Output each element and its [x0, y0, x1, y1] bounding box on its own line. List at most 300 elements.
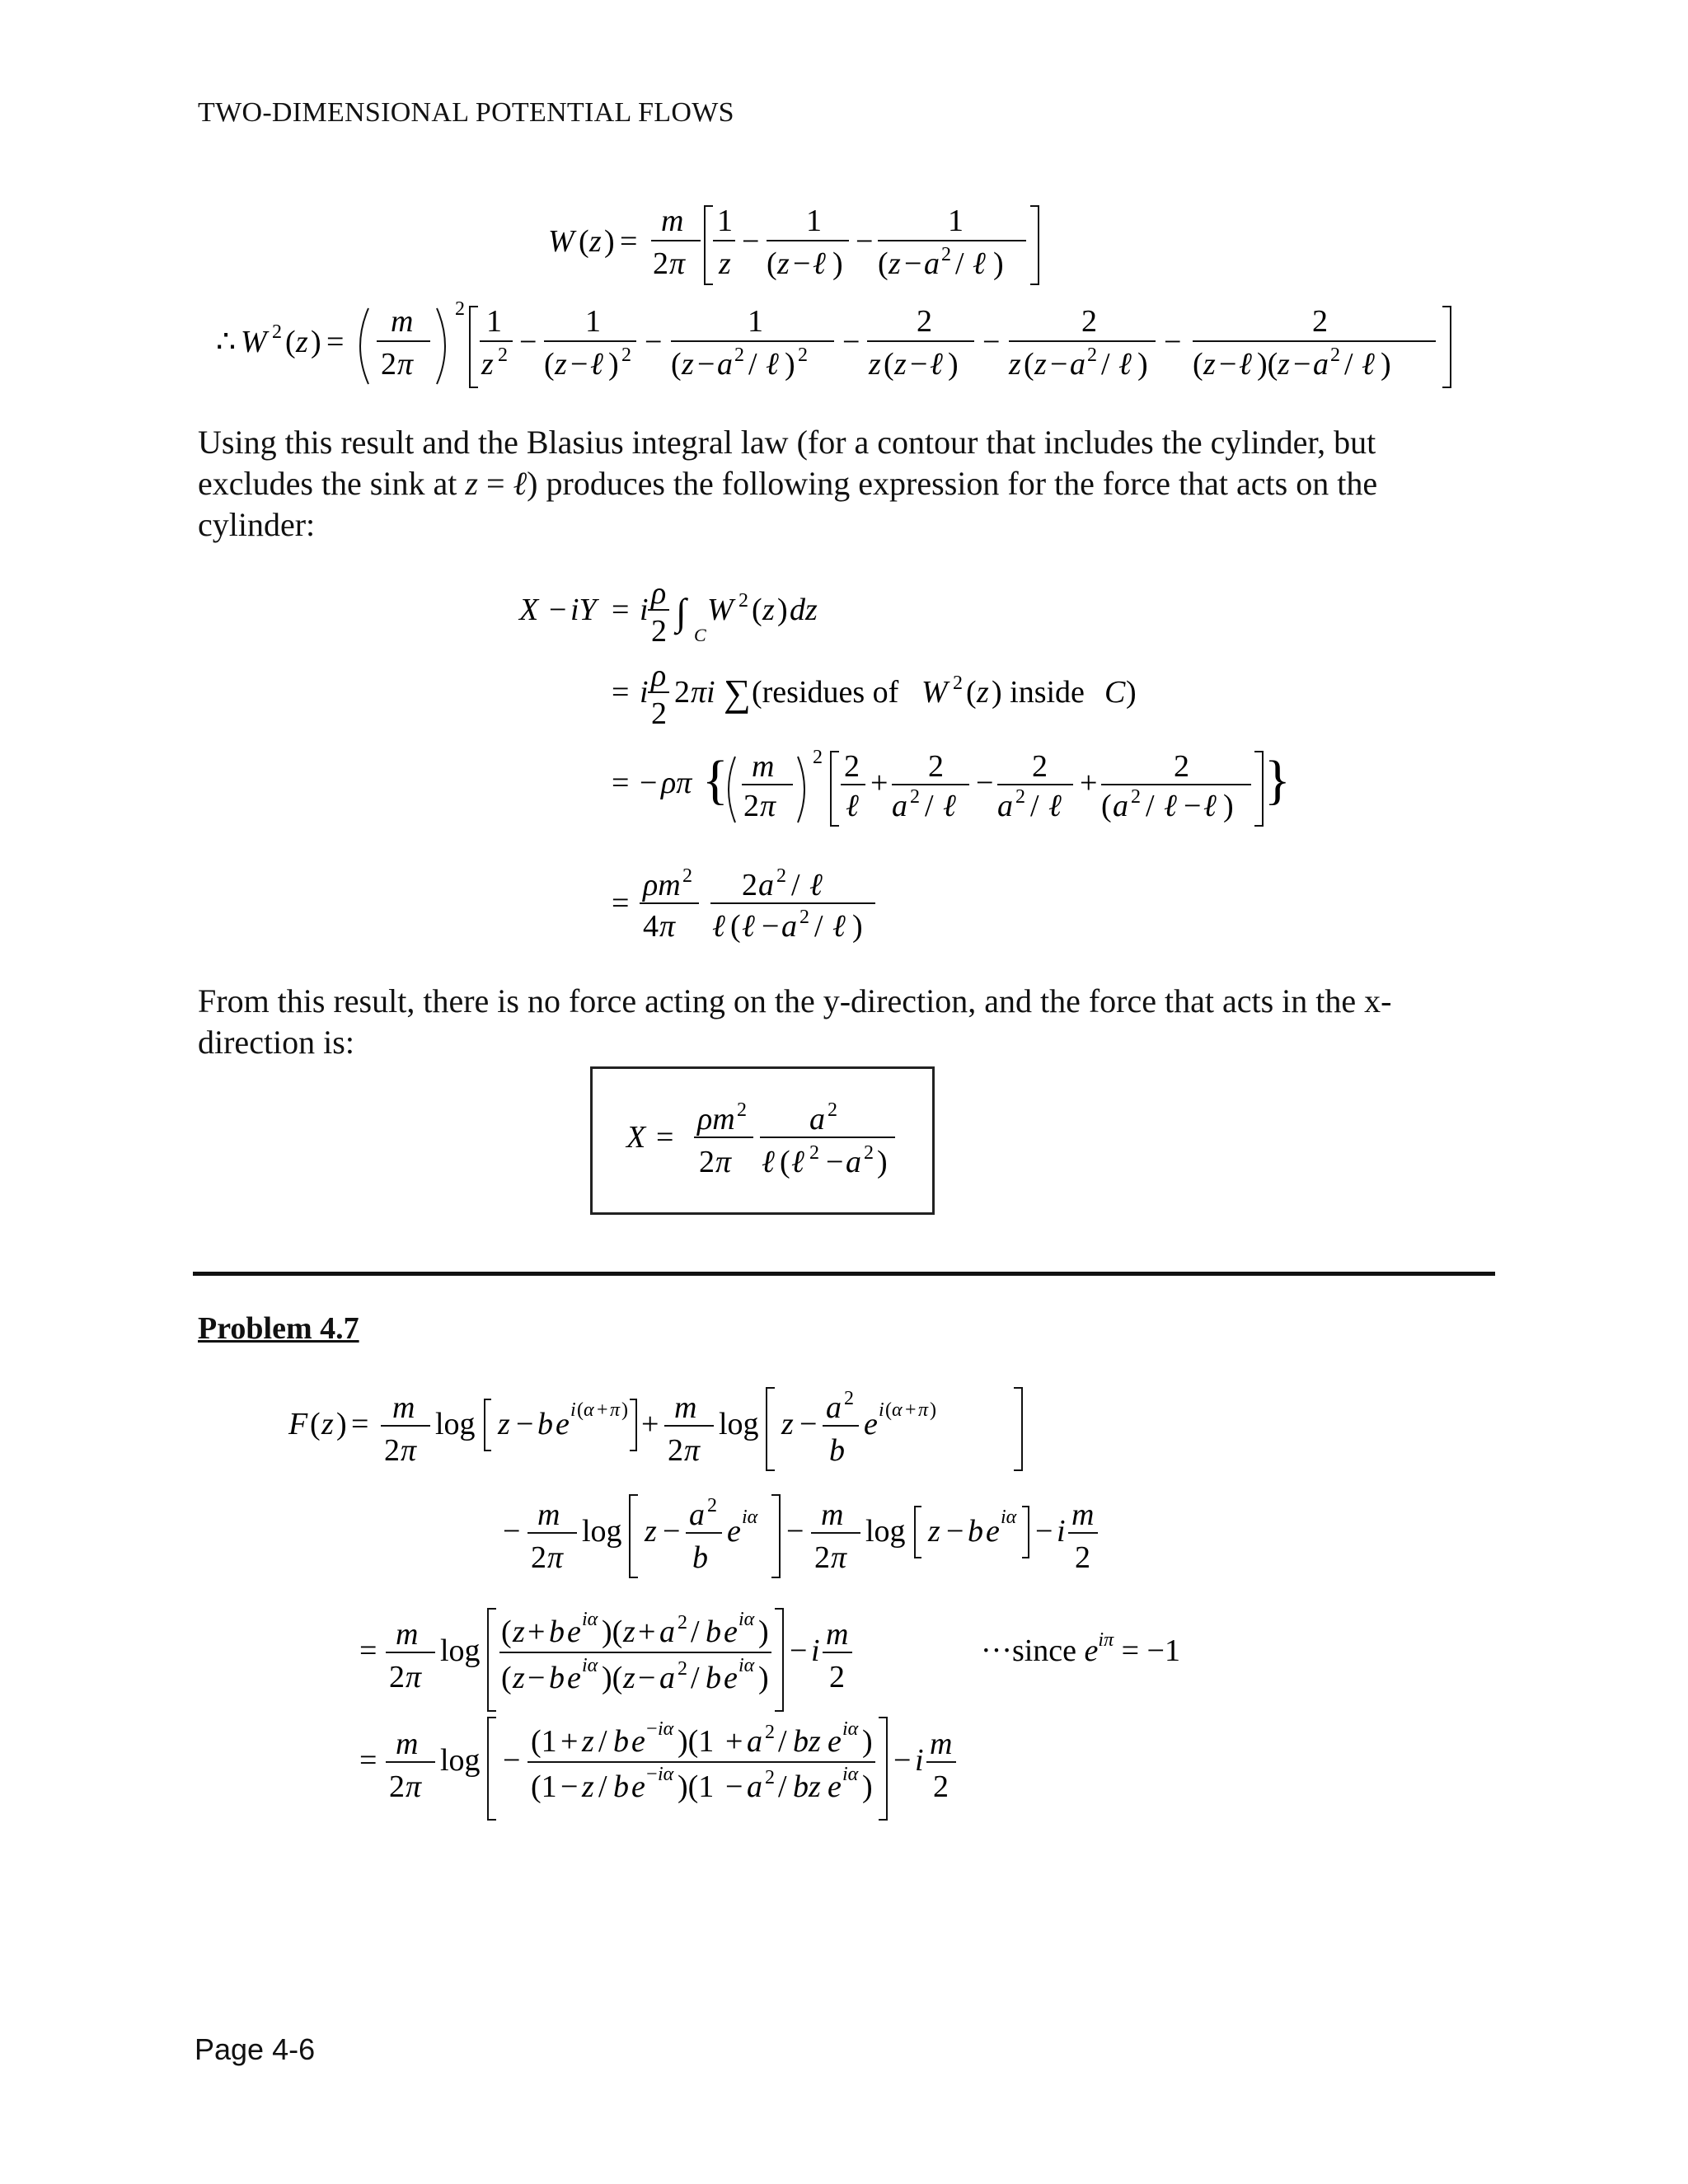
svg-text:b: b — [706, 1661, 721, 1695]
svg-text:−: − — [1164, 325, 1182, 359]
svg-text:): ) — [1126, 675, 1137, 710]
svg-text:b: b — [549, 1615, 565, 1649]
svg-text:ℓ: ℓ — [712, 909, 725, 944]
svg-text:−: − — [725, 1769, 743, 1804]
svg-text:m: m — [826, 1617, 849, 1652]
svg-text:z: z — [719, 246, 731, 281]
svg-text:π: π — [659, 909, 676, 944]
svg-text:2: 2 — [928, 749, 944, 784]
svg-text:2: 2 — [651, 614, 667, 649]
svg-text:z: z — [889, 246, 901, 281]
svg-text:): ) — [1137, 347, 1148, 382]
svg-text:W: W — [921, 675, 948, 710]
svg-text:m: m — [930, 1727, 953, 1761]
svg-text:)(: )( — [602, 1661, 623, 1695]
svg-text:(: ( — [1193, 347, 1203, 382]
equation-x-force — [626, 1088, 923, 1203]
svg-text:a: a — [747, 1724, 762, 1759]
svg-text:2: 2 — [674, 675, 690, 710]
svg-text:2: 2 — [941, 244, 951, 265]
svg-text:π: π — [669, 246, 686, 281]
svg-text:2: 2 — [682, 865, 692, 887]
svg-text:b: b — [968, 1514, 983, 1549]
svg-text:b: b — [613, 1724, 629, 1759]
svg-text:C: C — [1104, 675, 1126, 710]
svg-text:ℓ: ℓ — [1164, 789, 1177, 823]
svg-text:−: − — [976, 766, 994, 800]
svg-text:z: z — [762, 593, 775, 627]
svg-text:z: z — [623, 1661, 635, 1695]
svg-text:2: 2 — [933, 1769, 949, 1804]
svg-text:−: − — [1035, 1514, 1053, 1549]
svg-text:e: e — [567, 1615, 581, 1649]
svg-text:dz: dz — [790, 593, 818, 627]
svg-text:)(: )( — [602, 1615, 623, 1649]
svg-text:/: / — [1101, 347, 1110, 382]
svg-text:=: = — [612, 593, 630, 627]
equation-w-squared — [216, 298, 1469, 397]
svg-text:/: / — [778, 1724, 787, 1759]
svg-text:2: 2 — [743, 789, 759, 823]
svg-text:(: ( — [501, 1661, 512, 1695]
svg-text:π: π — [715, 1145, 732, 1179]
svg-text:(1: (1 — [531, 1724, 557, 1759]
paragraph-fragment: excludes the sink at — [198, 465, 466, 502]
svg-text:): ) — [311, 325, 321, 359]
svg-text:−: − — [503, 1743, 521, 1778]
svg-text:π: π — [401, 1433, 417, 1468]
svg-text:2: 2 — [738, 590, 748, 612]
svg-text:b: b — [706, 1615, 721, 1649]
svg-text:=: = — [656, 1120, 674, 1155]
svg-text:ℓ: ℓ — [1118, 347, 1132, 382]
svg-text:a: a — [809, 1102, 825, 1137]
svg-text:(residues of: (residues of — [752, 675, 899, 710]
svg-text:z: z — [296, 325, 308, 359]
svg-text:m: m — [1071, 1497, 1095, 1532]
svg-text:−: − — [904, 246, 922, 281]
svg-text:e: e — [828, 1769, 842, 1804]
section-divider — [193, 1272, 1495, 1276]
svg-text:ℓ: ℓ — [846, 789, 859, 823]
svg-text:ℓ: ℓ — [590, 347, 603, 382]
svg-text:π: π — [831, 1540, 847, 1575]
svg-text:a: a — [997, 789, 1013, 823]
svg-text:−: − — [663, 1514, 681, 1549]
svg-text:F: F — [288, 1407, 308, 1441]
svg-text:ℓ: ℓ — [832, 909, 846, 944]
svg-text:}: } — [1264, 750, 1291, 810]
svg-text:(: ( — [767, 246, 777, 281]
svg-text:iα: iα — [582, 1655, 598, 1676]
svg-text:iα: iα — [738, 1609, 755, 1630]
svg-text:2: 2 — [844, 1388, 854, 1409]
svg-text:log: log — [440, 1633, 481, 1668]
svg-text:z: z — [582, 1724, 594, 1759]
svg-text:m: m — [821, 1497, 844, 1532]
svg-text:−: − — [762, 909, 780, 944]
svg-text:log: log — [865, 1514, 906, 1549]
svg-text:/: / — [1146, 789, 1155, 823]
svg-text:2: 2 — [1015, 786, 1025, 808]
svg-text:2: 2 — [678, 1612, 687, 1633]
svg-text:2: 2 — [1312, 304, 1328, 339]
svg-text:=: = — [359, 1633, 377, 1668]
svg-text:a: a — [826, 1390, 842, 1425]
svg-text:b: b — [829, 1433, 845, 1468]
svg-text:(: ( — [878, 246, 889, 281]
svg-text:iα: iα — [1001, 1507, 1017, 1528]
svg-text:/: / — [598, 1769, 607, 1804]
svg-text:−: − — [646, 1764, 658, 1785]
svg-text:/: / — [955, 246, 964, 281]
svg-text:−: − — [946, 1514, 964, 1549]
svg-text:iα: iα — [658, 1718, 674, 1740]
svg-text:2: 2 — [381, 347, 396, 382]
svg-text:): ) — [877, 1145, 888, 1179]
svg-text:/: / — [791, 868, 800, 902]
svg-text:)(: )( — [1257, 347, 1278, 382]
svg-text:−: − — [1219, 347, 1237, 382]
svg-text:−: − — [549, 593, 567, 627]
svg-text:2: 2 — [1032, 749, 1048, 784]
svg-text:2: 2 — [531, 1540, 546, 1575]
svg-text:e: e — [724, 1661, 738, 1695]
paragraph-line: excludes the sink at z = ℓ) produces the following expression for the force that acts on the — [198, 465, 1378, 502]
svg-text:−: − — [910, 347, 928, 382]
svg-text:=: = — [612, 886, 630, 921]
svg-text:(: ( — [885, 1399, 892, 1421]
svg-text:−: − — [742, 224, 760, 259]
svg-text:e: e — [556, 1407, 570, 1441]
svg-text:1: 1 — [717, 204, 733, 238]
svg-text:2: 2 — [953, 673, 963, 694]
svg-text:b: b — [537, 1407, 553, 1441]
svg-text:ρm: ρm — [643, 868, 681, 902]
page-number: Page 4-6 — [195, 2032, 316, 2066]
svg-text:iY: iY — [570, 593, 597, 627]
paragraph-line: From this result, there is no force acting on the y-direction, and the force that acts in the x- — [198, 982, 1392, 1019]
svg-text:ℓ: ℓ — [930, 347, 943, 382]
svg-text:1: 1 — [585, 304, 601, 339]
svg-text:ℓ: ℓ — [1362, 347, 1375, 382]
svg-text:2: 2 — [1075, 1540, 1090, 1575]
equation-f-z — [288, 1385, 1278, 1813]
svg-text:z: z — [1009, 347, 1021, 382]
svg-text:z: z — [894, 347, 907, 382]
svg-text:ℓ: ℓ — [1048, 789, 1062, 823]
svg-text:−: − — [1293, 347, 1311, 382]
svg-text:): ) — [336, 1407, 347, 1441]
svg-text:z: z — [513, 1615, 525, 1649]
svg-text:C: C — [694, 625, 706, 645]
svg-text:e: e — [828, 1724, 842, 1759]
svg-text:2: 2 — [809, 1142, 819, 1164]
svg-text:log: log — [440, 1743, 481, 1778]
paragraph-line: direction is: — [198, 1024, 354, 1061]
svg-text:iα: iα — [742, 1507, 758, 1528]
svg-text:z: z — [555, 347, 567, 382]
svg-text:=: = — [359, 1743, 377, 1778]
svg-text:): ) — [948, 347, 959, 382]
svg-text:2: 2 — [384, 1433, 400, 1468]
svg-text:z: z — [781, 1407, 794, 1441]
svg-text:/: / — [748, 347, 757, 382]
svg-text:a: a — [1113, 789, 1128, 823]
svg-text:2: 2 — [1087, 344, 1097, 366]
svg-text:ρm: ρm — [697, 1102, 735, 1137]
svg-text:log: log — [582, 1514, 622, 1549]
svg-text:/: / — [691, 1615, 700, 1649]
svg-text:): ) — [777, 593, 788, 627]
svg-text:a: a — [1070, 347, 1085, 382]
svg-text:2: 2 — [653, 246, 668, 281]
svg-text:/: / — [925, 789, 934, 823]
svg-text:(: ( — [780, 1145, 790, 1179]
svg-text:a: a — [781, 909, 797, 944]
svg-text:−: − — [826, 1145, 844, 1179]
svg-text:2: 2 — [498, 344, 508, 366]
svg-text:2: 2 — [678, 1658, 687, 1680]
svg-text:z: z — [321, 1407, 334, 1441]
svg-text:a: a — [659, 1661, 675, 1695]
svg-text:): ) — [852, 909, 863, 944]
svg-text:−: − — [570, 347, 588, 382]
svg-text:−: − — [982, 325, 1001, 359]
svg-text:m: m — [752, 749, 775, 784]
svg-text:i: i — [570, 1399, 576, 1421]
svg-text:z: z — [582, 1769, 594, 1804]
svg-text:z: z — [513, 1661, 525, 1695]
svg-text:2: 2 — [742, 868, 757, 902]
svg-text:(1: (1 — [531, 1769, 557, 1804]
svg-text:bz: bz — [793, 1769, 821, 1804]
svg-text:2: 2 — [799, 907, 809, 928]
svg-text:2: 2 — [813, 747, 823, 768]
svg-text:2: 2 — [814, 1540, 830, 1575]
svg-text:z: z — [498, 1407, 510, 1441]
svg-text:(: ( — [577, 1399, 584, 1421]
svg-text:iα: iα — [658, 1764, 674, 1785]
svg-text:1: 1 — [486, 304, 502, 339]
svg-text:/: / — [691, 1661, 700, 1695]
svg-text:): ) — [862, 1724, 873, 1759]
svg-text:z: z — [589, 224, 602, 259]
svg-text:X: X — [519, 593, 539, 627]
svg-text:(: ( — [579, 224, 589, 259]
svg-text:): ) — [862, 1769, 873, 1804]
svg-text:): ) — [604, 224, 615, 259]
svg-text:2: 2 — [864, 1142, 874, 1164]
svg-text:2: 2 — [776, 865, 786, 887]
svg-text:2: 2 — [1131, 786, 1141, 808]
svg-text:z: z — [1278, 347, 1290, 382]
svg-text:−: − — [640, 766, 658, 800]
svg-text:e: e — [631, 1769, 645, 1804]
svg-text:ℓ: ℓ — [762, 1145, 775, 1179]
svg-text:a: a — [758, 868, 774, 902]
svg-text:2: 2 — [765, 1722, 775, 1743]
svg-text:2: 2 — [651, 696, 667, 731]
svg-text:2: 2 — [798, 344, 808, 366]
svg-text:ℓ: ℓ — [943, 789, 956, 823]
svg-text:): ) — [758, 1615, 769, 1649]
svg-text:2: 2 — [1330, 344, 1340, 366]
svg-text:π: π — [406, 1769, 422, 1804]
svg-text:) inside: ) inside — [992, 675, 1085, 710]
svg-text:2: 2 — [828, 1099, 837, 1121]
svg-text:π: π — [684, 1433, 701, 1468]
svg-text:2: 2 — [765, 1767, 775, 1788]
svg-text:ℓ: ℓ — [791, 1145, 804, 1179]
svg-text:i: i — [879, 1399, 884, 1421]
svg-text:−: − — [799, 1407, 818, 1441]
svg-text:πi: πi — [691, 675, 715, 710]
svg-text:π: π — [397, 347, 414, 382]
svg-text:): ) — [832, 246, 843, 281]
svg-text:=: = — [612, 766, 630, 800]
svg-text:a: a — [689, 1497, 705, 1532]
svg-text:iα: iα — [842, 1764, 859, 1785]
svg-text:2: 2 — [455, 298, 465, 320]
svg-text:π: π — [406, 1660, 422, 1694]
svg-text:/: / — [1344, 347, 1353, 382]
svg-text:a: a — [846, 1145, 861, 1179]
svg-text:2: 2 — [917, 304, 932, 339]
svg-text:(: ( — [1024, 347, 1034, 382]
svg-text:π: π — [760, 789, 776, 823]
svg-text:(: ( — [730, 909, 741, 944]
svg-text:1: 1 — [806, 204, 822, 238]
svg-text:(: ( — [1101, 789, 1112, 823]
svg-text:): ) — [1381, 347, 1391, 382]
svg-text:b: b — [692, 1540, 708, 1575]
svg-text:log: log — [719, 1407, 759, 1441]
svg-text:+: + — [870, 766, 889, 800]
svg-text:): ) — [1223, 789, 1234, 823]
svg-text:m: m — [396, 1727, 419, 1761]
svg-text:e: e — [986, 1514, 1000, 1549]
svg-text:2: 2 — [734, 344, 744, 366]
svg-text:m: m — [391, 304, 414, 339]
svg-text:ρ: ρ — [651, 576, 667, 611]
svg-text:m: m — [396, 1617, 419, 1652]
svg-text:i: i — [640, 593, 649, 627]
svg-text:−: − — [856, 224, 874, 259]
svg-text:i: i — [915, 1743, 924, 1778]
svg-text:−: − — [793, 246, 811, 281]
paragraph-blasius — [198, 422, 1377, 546]
svg-text:ρπ: ρπ — [661, 766, 692, 800]
svg-text:z: z — [869, 347, 881, 382]
svg-text:z: z — [928, 1514, 940, 1549]
running-header: TWO-DIMENSIONAL POTENTIAL FLOWS — [198, 97, 734, 128]
svg-text:(: ( — [544, 347, 555, 382]
svg-text:+: + — [597, 1399, 608, 1421]
since-note: ···since $e^{i\pi} = -1$ — [981, 1629, 1180, 1668]
svg-text:−: − — [842, 325, 860, 359]
svg-text:=: = — [620, 224, 638, 259]
svg-text:)(1: )(1 — [678, 1769, 715, 1804]
svg-text:log: log — [435, 1407, 476, 1441]
svg-text:b: b — [613, 1769, 629, 1804]
svg-text:/: / — [598, 1724, 607, 1759]
svg-text:+: + — [725, 1724, 743, 1759]
svg-text:−: − — [697, 347, 715, 382]
svg-text:)(1: )(1 — [678, 1724, 715, 1759]
svg-text:2: 2 — [844, 749, 860, 784]
svg-text:e: e — [727, 1514, 741, 1549]
svg-text:m: m — [392, 1390, 415, 1425]
svg-text:α: α — [892, 1399, 903, 1421]
svg-text:−: − — [790, 1633, 808, 1668]
svg-text:∴: ∴ — [216, 325, 237, 359]
svg-text:2: 2 — [272, 321, 282, 343]
paragraph-line: cylinder: — [198, 506, 316, 543]
svg-text:z: z — [645, 1514, 657, 1549]
svg-text:i: i — [1057, 1514, 1066, 1549]
svg-text:π: π — [547, 1540, 564, 1575]
inline-math: z — [465, 465, 478, 502]
svg-text:a: a — [747, 1769, 762, 1804]
svg-text:a: a — [659, 1615, 675, 1649]
svg-text:e: e — [864, 1407, 878, 1441]
svg-text:+: + — [1080, 766, 1098, 800]
svg-text:W: W — [548, 224, 574, 259]
svg-text:4: 4 — [643, 909, 659, 944]
svg-text:a: a — [924, 246, 940, 281]
svg-text:e: e — [724, 1615, 738, 1649]
svg-text:/: / — [778, 1769, 787, 1804]
svg-text:a: a — [892, 789, 907, 823]
paragraph-line: Using this result and the Blasius integral law (for a contour that includes the cylinder, but — [198, 424, 1376, 461]
svg-text:bz: bz — [793, 1724, 821, 1759]
svg-text:=: = — [326, 325, 345, 359]
svg-text:): ) — [785, 347, 795, 382]
svg-text:2: 2 — [389, 1769, 405, 1804]
svg-text:i: i — [811, 1633, 820, 1668]
svg-text:+: + — [641, 1407, 659, 1441]
svg-text:(: ( — [310, 1407, 321, 1441]
svg-text:z: z — [481, 347, 494, 382]
svg-text:2: 2 — [1081, 304, 1097, 339]
svg-text:+: + — [528, 1615, 546, 1649]
svg-text:{: { — [702, 750, 729, 810]
svg-text:2: 2 — [621, 344, 631, 366]
svg-text:(: ( — [884, 347, 894, 382]
svg-text:=: = — [351, 1407, 369, 1441]
svg-text:X: X — [626, 1120, 646, 1155]
svg-text:(: ( — [501, 1615, 512, 1649]
svg-text:): ) — [930, 1399, 936, 1421]
svg-text:−: − — [516, 1407, 534, 1441]
paragraph-force — [198, 981, 1391, 1063]
svg-text:z: z — [1034, 347, 1047, 382]
svg-text:ℓ: ℓ — [1203, 789, 1217, 823]
svg-text:+: + — [905, 1399, 917, 1421]
svg-text:/: / — [1030, 789, 1039, 823]
svg-text:−: − — [646, 1718, 658, 1740]
svg-text:2: 2 — [699, 1145, 715, 1179]
svg-text:(: ( — [966, 675, 977, 710]
svg-text:(: ( — [671, 347, 682, 382]
svg-text:m: m — [674, 1390, 697, 1425]
svg-text:α: α — [584, 1399, 594, 1421]
svg-text:+: + — [638, 1615, 656, 1649]
svg-text:ℓ: ℓ — [809, 868, 823, 902]
paragraph-fragment: ) produces the following expression for the force that acts on the — [527, 465, 1378, 502]
svg-text:+: + — [560, 1724, 579, 1759]
